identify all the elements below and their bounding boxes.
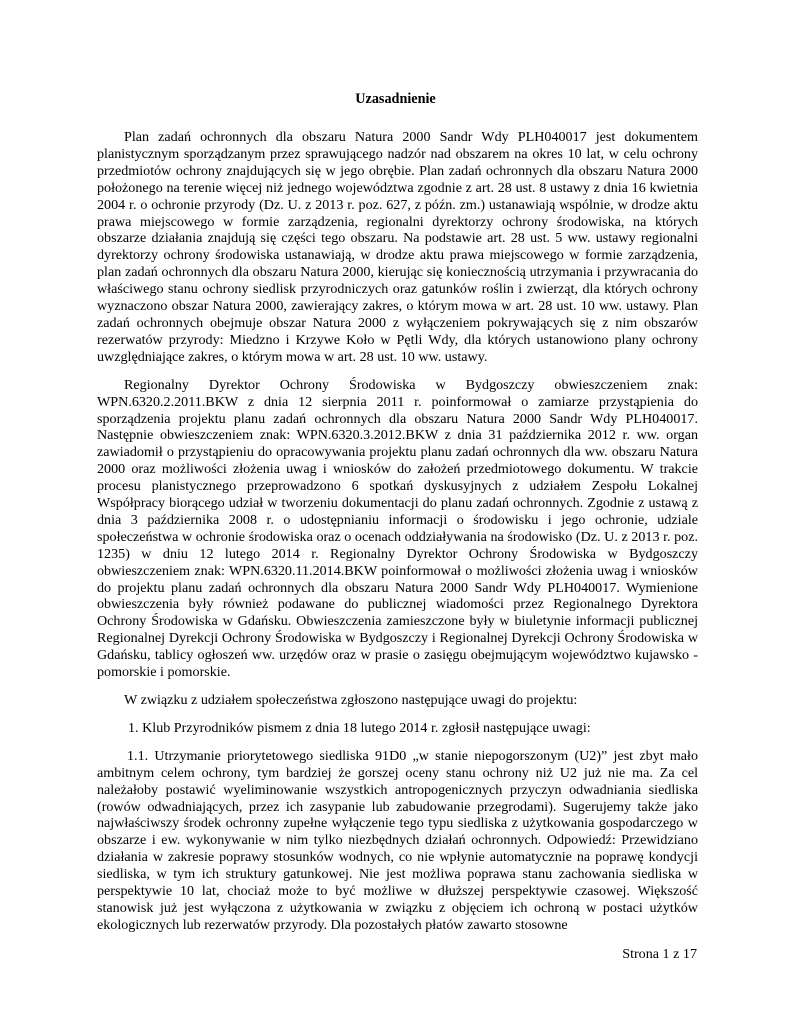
list-item-comment-1-1: 1.1. Utrzymanie priorytetowego siedliska 91D0 „w stanie niepogorszonym (U2)” jest zbyt mało ambitnym celem ochrony, tym bardziej że gorszej oceny stanu ochrony niż U2 już nie ma. Za cel należałoby postawić wyeliminowanie wszystkich antropogenicznych przyczyn odwadniania siedliska (rowów odwadniających, przez ich zasypanie lub zabudowanie przegrodami). Sugerujemy także jako najwłaściwszy środek ochronny zupełne wyłączenie tego typu siedliska z użytkowania gospodarczego w obszarze i ew. wykonywanie w nim tylko niezbędnych działań ochronnych. Odpowiedź: Przewidziano działania w zakresie poprawy stosunków wodnych, co nie wpłynie automatycznie na poprawę kondycji siedliska, w tym ich struktury gatunkowej. Nie jest możliwa poprawa stanu zachowania siedliska w perspektywie 10 lat, chociaż może to być możliwe w dłuższej perspektywie czasowej. Większość stanowisk już jest wyłączona z użytkowania w związku z objęciem ich ochroną w postaci użytków ekologicznych lub rezerwatów przyrody. Dla pozostałych płatów zawarto stosowne: [97, 747, 698, 933]
document-title: Uzasadnienie: [355, 91, 436, 107]
paragraph-plan-description: Plan zadań ochronnych dla obszaru Natura 2000 Sandr Wdy PLH040017 jest dokumentem planistycznym sporządzanym przez sprawującego nadzór nad obszarem na okres 10 lat, w celu ochrony przedmiotów ochrony znajdujących się w jego obrębie. Plan zadań ochronnych dla obszaru Natura 2000 położonego na terenie więcej niż jednego województwa zgodnie z art. 28 ust. 8 ustawy z dnia 16 kwietnia 2004 r. o ochronie przyrody (Dz. U. z 2013 r. poz. 627, z późn. zm.) ustanawiają wspólnie, w drodze aktu prawa miejscowego w formie zarządzenia, regionalni dyrektorzy ochrony środowiska, na których obszarze działania znajdują się części tego obszaru. Na podstawie art. 28 ust. 5 ww. ustawy regionalni dyrektorzy ochrony środowiska ustanawiają, w drodze aktu prawa miejscowego w formie zarządzenia, plan zadań ochronnych dla obszaru Natura 2000, kierując się koniecznością utrzymania i przywracania do właściwego stanu ochrony siedlisk przyrodniczych oraz gatunków roślin i zwierząt, dla których ochrony wyznaczono obszar Natura 2000, zawierający zakres, o którym mowa w art. 28 ust. 10 ww. ustawy. Plan zadań ochronnych obejmuje obszar Natura 2000 z wyłączeniem pokrywających się z nim obszarów rezerwatów przyrody: Miedzno i Krzywe Koło w Pętli Wdy, dla których ustanowiono plany ochrony uwzględniające zakres, o którym mowa w art. 28 ust. 10 ww. ustawy.: [97, 129, 698, 365]
document-body: [97, 129, 698, 934]
page-number: Strona 1 z 17: [622, 946, 697, 962]
paragraph-comments-intro: W związku z udziałem społeczeństwa zgłoszono następujące uwagi do projektu:: [124, 692, 578, 708]
paragraph-procedure: Regionalny Dyrektor Ochrony Środowiska w Bydgoszczy obwieszczeniem znak: WPN.6320.2.2011.BKW z dnia 12 sierpnia 2011 r. poinformował o zamiarze przystąpienia do sporządzenia projektu planu zadań ochronnych dla obszaru Natura 2000 Sandr Wdy PLH040017. Następnie obwieszczeniem znak: WPN.6320.3.2012.BKW z dnia 31 października 2012 r. ww. organ zawiadomił o przystąpieniu do opracowywania projektu planu zadań ochronnych dla ww. obszaru Natura 2000 oraz możliwości złożenia uwag i wniosków do założeń przedmiotowego dokumentu. W trakcie procesu planistycznego przeprowadzono 6 spotkań dyskusyjnych z udziałem Zespołu Lokalnej Współpracy biorącego udział w tworzeniu dokumentacji do planu zadań ochronnych. Zgodnie z ustawą z dnia 3 października 2008 r. o udostępnianiu informacji o środowisku i jego ochronie, udziale społeczeństwa w ochronie środowiska oraz o ocenach oddziaływania na środowisko (Dz. U. z 2013 r. poz. 1235) w dniu 12 lutego 2014 r. Regionalny Dyrektor Ochrony Środowiska w Bydgoszczy obwieszczeniem znak: WPN.6320.11.2014.BKW poinformował o możliwości złożenia uwag i wniosków do projektu planu zadań ochronnych dla obszaru Natura 2000 Sandr Wdy PLH040017. Wymienione obwieszczenia były również podawane do publicznej wiadomości przez Regionalnego Dyrektora Ochrony Środowiska w Gdańsku. Obwieszczenia zamieszczone były w biuletynie informacji publicznej Regionalnej Dyrekcji Ochrony Środowiska w Bydgoszczy i Regionalnej Dyrekcji Ochrony Środowiska w Gdańsku, tablicy ogłoszeń ww. urzędów oraz w prasie o zasięgu obejmującym województwo kujawsko - pomorskie i pomorskie.: [97, 376, 698, 681]
list-item-club-comments: 1. Klub Przyrodników pismem z dnia 18 lutego 2014 r. zgłosił następujące uwagi:: [128, 719, 591, 736]
